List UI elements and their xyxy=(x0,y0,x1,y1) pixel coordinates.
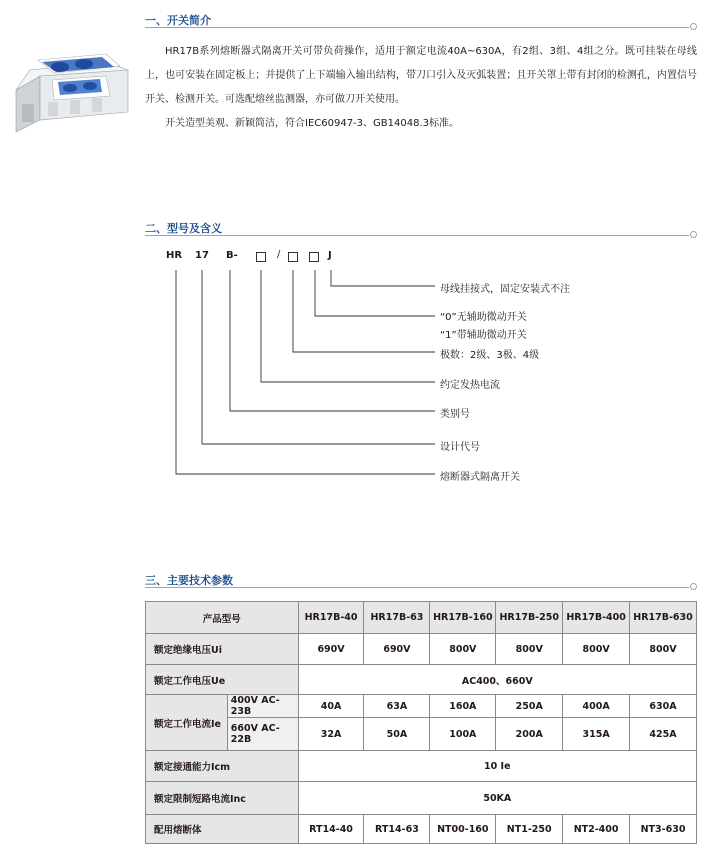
cell: NT00-160 xyxy=(430,815,496,844)
divider xyxy=(145,587,689,588)
divider-end-dot xyxy=(690,231,697,238)
section-heading-intro xyxy=(145,10,697,32)
intro-paragraph: HR17B系列熔断器式隔离开关可带负荷操作，适用于额定电流40A~630A，有2组、3组、4组之分。既可挂装在母线上，也可安装在固定板上；并提供了上下端输入输出结构，带刀口引入及灭弧装置；且开关罩上带有封闭的检测孔，内置信号开关、检测开关。可选配熔丝监测器，亦可做刀开关使用。 xyxy=(145,46,697,105)
code-b: B- xyxy=(226,250,238,261)
table-row xyxy=(146,695,697,718)
table-row xyxy=(146,718,697,751)
cell: 800V xyxy=(430,634,496,665)
placeholder-box xyxy=(309,252,319,262)
table-header-row xyxy=(146,602,697,634)
cell: 250A xyxy=(496,695,563,718)
code-j: J xyxy=(328,250,332,261)
section-heading-model xyxy=(145,218,697,240)
header-cell: HR17B-630 xyxy=(630,602,697,634)
spec-table xyxy=(145,601,697,844)
placeholder-box xyxy=(288,252,298,262)
cell: NT2-400 xyxy=(563,815,630,844)
cell: 40A xyxy=(298,695,364,718)
divider xyxy=(145,27,689,28)
cell: 800V xyxy=(630,634,697,665)
divider-end-dot xyxy=(690,583,697,590)
table-row xyxy=(146,815,697,844)
row-label: 额定工作电压Ue xyxy=(146,665,299,695)
row-label: 额定限制短路电流Inc xyxy=(146,782,299,815)
cell: 63A xyxy=(364,695,430,718)
header-cell: HR17B-400 xyxy=(563,602,630,634)
section-title: 一、开关简介 xyxy=(145,14,211,27)
placeholder-box xyxy=(256,252,266,262)
cell: 630A xyxy=(630,695,697,718)
intro-paragraph: 开关造型美观、新颖简洁，符合IEC60947-3、GB14048.3标准。 xyxy=(165,118,459,129)
section-title: 三、主要技术参数 xyxy=(145,574,233,587)
cell: 160A xyxy=(430,695,496,718)
section-heading-specs xyxy=(145,570,697,592)
section-title: 二、型号及含义 xyxy=(145,222,222,235)
header-cell: HR17B-40 xyxy=(298,602,364,634)
code-hr: HR xyxy=(166,250,183,261)
label-aux-switch-0: “0”无辅助微动开关 xyxy=(440,312,527,323)
leader-lines xyxy=(145,240,605,490)
row-label: 额定接通能力Icm xyxy=(146,751,299,782)
label-aux-switch-1: “1”带辅助微动开关 xyxy=(440,330,527,341)
product-photo xyxy=(10,40,135,140)
header-cell: 产品型号 xyxy=(146,602,299,634)
cell: 800V xyxy=(496,634,563,665)
cell: RT14-63 xyxy=(364,815,430,844)
cell: 10 Ie xyxy=(298,751,696,782)
row-label: 额定绝缘电压Ui xyxy=(146,634,299,665)
label-rated-current: 约定发热电流 xyxy=(440,380,500,391)
table-row xyxy=(146,782,697,815)
model-designation-diagram xyxy=(145,240,605,490)
label-category: 类别号 xyxy=(440,409,470,420)
cell: 32A xyxy=(298,718,364,751)
cell: 200A xyxy=(496,718,563,751)
cell: RT14-40 xyxy=(298,815,364,844)
intro-text xyxy=(145,40,697,136)
cell: 690V xyxy=(298,634,364,665)
divider xyxy=(145,235,689,236)
cell: 50KA xyxy=(298,782,696,815)
cell: 315A xyxy=(563,718,630,751)
sub-label: 660V AC-22B xyxy=(227,718,298,751)
divider-end-dot xyxy=(690,23,697,30)
header-cell: HR17B-63 xyxy=(364,602,430,634)
label-product-name: 熔断器式隔离开关 xyxy=(440,472,520,483)
table-row xyxy=(146,751,697,782)
cell: 50A xyxy=(364,718,430,751)
cell: NT1-250 xyxy=(496,815,563,844)
row-label: 配用熔断体 xyxy=(146,815,299,844)
cell: AC400、660V xyxy=(298,665,696,695)
sub-label: 400V AC-23B xyxy=(227,695,298,718)
cell: 800V xyxy=(563,634,630,665)
cell: 425A xyxy=(630,718,697,751)
header-cell: HR17B-250 xyxy=(496,602,563,634)
code-slash: / xyxy=(277,249,281,260)
cell: 400A xyxy=(563,695,630,718)
table-row xyxy=(146,665,697,695)
cell: 100A xyxy=(430,718,496,751)
row-label: 额定工作电流Ie xyxy=(146,695,228,751)
table-row xyxy=(146,634,697,665)
label-poles: 极数：2级、3极、4级 xyxy=(440,350,540,361)
cell: 690V xyxy=(364,634,430,665)
header-cell: HR17B-160 xyxy=(430,602,496,634)
label-mounting: 母线挂接式，固定安装式不注 xyxy=(440,284,570,295)
label-design-code: 设计代号 xyxy=(440,442,480,453)
code-17: 17 xyxy=(195,250,209,261)
cell: NT3-630 xyxy=(630,815,697,844)
